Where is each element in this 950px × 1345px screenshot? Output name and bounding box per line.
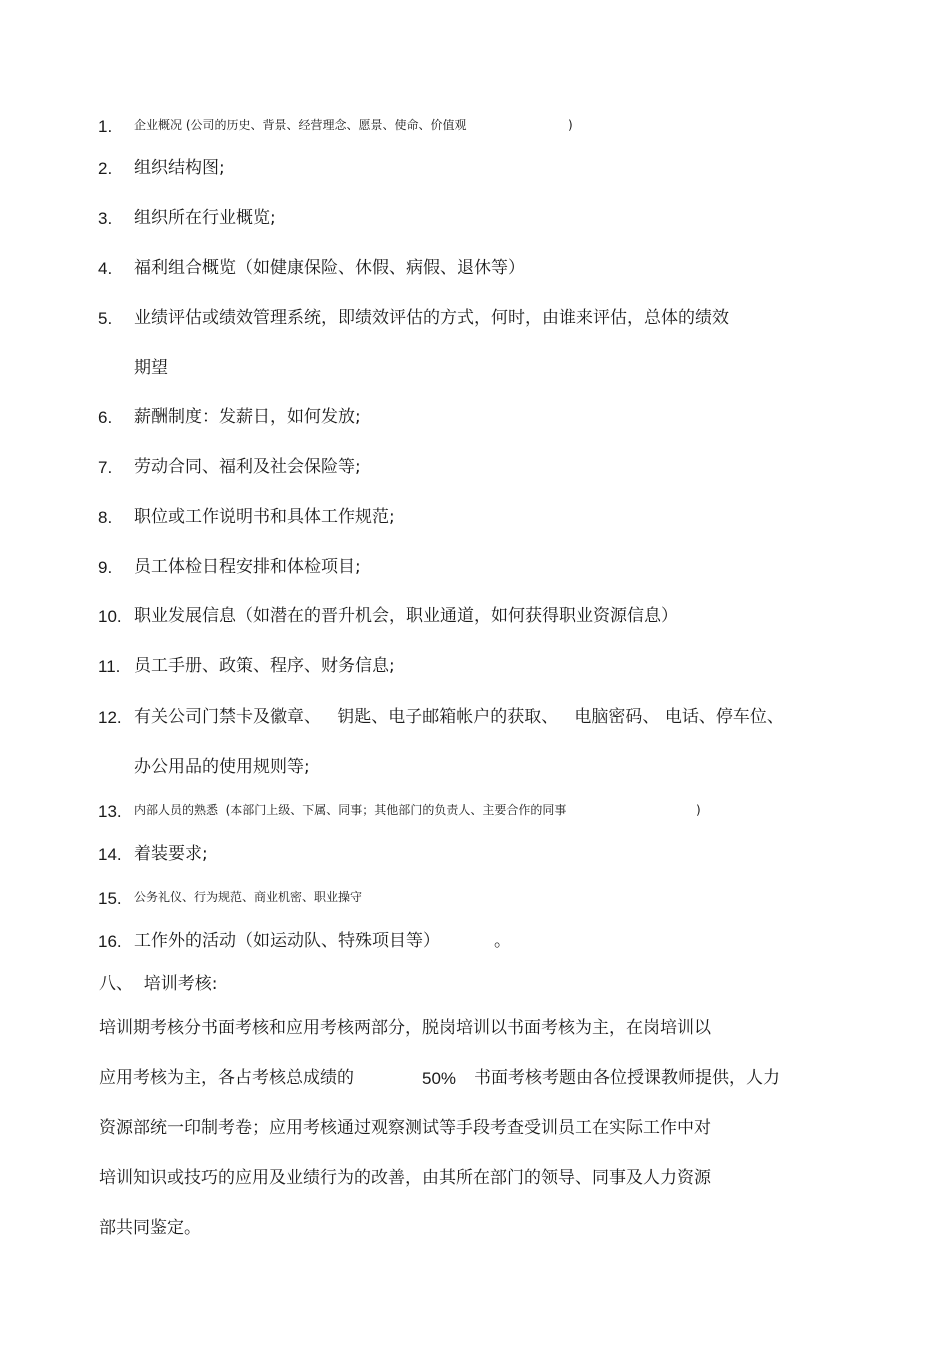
paragraph-line: 培训知识或技巧的应用及业绩行为的改善，由其所在部门的领导、同事及人力资源 [99,1168,711,1188]
item-number: 10. [98,607,122,626]
item-number: 13. [98,802,122,821]
item-text: 业绩评估或绩效管理系统，即绩效评估的方式，何时，由谁来评估，总体的绩效 [134,308,729,328]
item-text: 有关公司门禁卡及徽章、 钥匙、电子邮箱帐户的获取、 电脑密码、 电话、停车位、 [134,707,784,727]
item-text: 企业概况 (公司的历史、背景、经营理念、愿景、使命、价值观 [134,118,467,132]
item-text: 职业发展信息（如潜在的晋升机会，职业通道，如何获得职业资源信息） [134,606,678,626]
item-text: 内部人员的熟悉 (本部门上级、下属、同事；其他部门的负责人、主要合作的同事 [134,803,567,817]
item-number: 6. [98,408,113,427]
item-number: 11. [98,657,121,676]
item-number: 4. [98,259,113,278]
paragraph-line: 部共同鉴定。 [99,1218,201,1238]
paragraph-line-start: 应用考核为主，各占考核总成绩的 [99,1068,354,1088]
item-text: 员工手册、政策、程序、财务信息; [134,656,395,676]
paragraph-line: 资源部统一印制考卷；应用考核通过观察测试等手段考查受训员工在实际工作中对 [99,1118,711,1138]
item-number: 9. [98,558,113,577]
item-text: 劳动合同、福利及社会保险等; [134,457,361,477]
item-number: 3. [98,209,113,228]
item-number: 7. [98,458,113,477]
item-number: 8. [98,508,113,527]
item-text: 员工体检日程安排和体检项目; [134,557,361,577]
item-text: 组织结构图; [134,158,225,178]
item-text: 公务礼仪、行为规范、商业机密、职业操守 [134,890,363,904]
item-text: 组织所在行业概览; [134,208,276,228]
item-number: 1. [98,117,113,136]
item-number: 12. [98,708,122,727]
item-text: 福利组合概览（如健康保险、休假、病假、退休等） [134,258,525,278]
item-tail: ) [696,803,701,817]
paragraph-line: 培训期考核分书面考核和应用考核两部分，脱岗培训以书面考核为主，在岗培训以 [99,1018,711,1038]
item-tail: ) [568,118,573,132]
section-heading: 八、 培训考核: [99,974,218,994]
item-tail: 。 [494,931,511,951]
paragraph-line-rest: 书面考核考题由各位授课教师提供，人力 [474,1068,780,1088]
item-number: 14. [98,845,122,864]
percent-value: 50% [422,1069,457,1088]
item-text: 工作外的活动（如运动队、特殊项目等） [134,931,440,951]
item-number: 15. [98,889,122,908]
item-text: 薪酬制度：发薪日，如何发放; [134,407,361,427]
item-text-cont: 办公用品的使用规则等; [134,757,310,777]
item-text-cont: 期望 [134,358,168,378]
item-number: 2. [98,159,113,178]
item-number: 16. [98,932,122,951]
item-number: 5. [98,309,113,328]
item-text: 着装要求; [134,844,208,864]
item-text: 职位或工作说明书和具体工作规范; [134,507,395,527]
